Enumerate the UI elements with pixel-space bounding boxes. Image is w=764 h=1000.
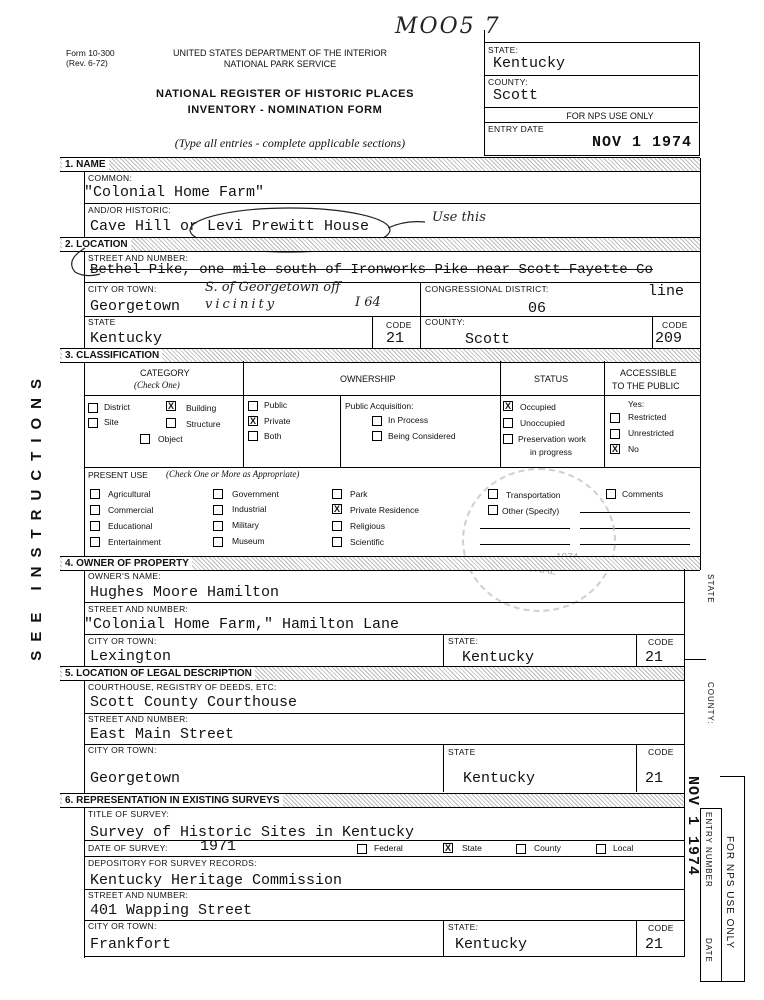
legal-city: Georgetown	[90, 770, 181, 787]
category-header: CATEGORY	[140, 368, 190, 378]
check-one-note: (Check One)	[134, 380, 180, 390]
form-title-2: INVENTORY - NOMINATION FORM	[187, 104, 383, 116]
side-county-label: COUNTY:	[706, 682, 715, 725]
owner-name: Hughes Moore Hamilton	[90, 584, 280, 601]
owner-city: Lexington	[90, 648, 172, 665]
both-label: Both	[264, 431, 282, 441]
depository-street: 401 Wapping Street	[90, 902, 253, 919]
depository-code: 21	[645, 936, 664, 953]
state-box-state: Kentucky	[493, 55, 566, 72]
location-state-label: STATE	[88, 317, 116, 327]
restricted-checkbox[interactable]	[610, 413, 620, 423]
private-residence-checkbox[interactable]: X	[333, 504, 340, 514]
depository-city-label: CITY OR TOWN:	[88, 921, 157, 931]
owner-street-label: STREET AND NUMBER:	[88, 604, 189, 614]
preservation-checkbox[interactable]	[503, 434, 513, 444]
structure-label: Structure	[186, 419, 221, 429]
side-date: DATE	[704, 938, 713, 963]
being-considered-label: Being Considered	[388, 431, 456, 441]
building-checkbox[interactable]: X	[167, 401, 174, 411]
public-checkbox[interactable]	[248, 401, 258, 411]
city-hand-1: S. of Georgetown off	[205, 280, 341, 295]
transportation-label: Transportation	[506, 490, 561, 500]
city-hand-2: vicinity	[205, 297, 278, 312]
government-label: Government	[232, 489, 279, 499]
public-acquisition-label: Public Acquisition:	[345, 401, 414, 411]
state-box-county-label: COUNTY:	[488, 77, 528, 87]
industrial-checkbox[interactable]	[213, 505, 223, 515]
location-county-code-label: CODE	[662, 320, 688, 330]
commercial-label: Commercial	[108, 505, 154, 515]
entertainment-label: Entertainment	[108, 537, 161, 547]
owner-state: Kentucky	[462, 649, 535, 666]
section-2-heading: 2. LOCATION	[62, 238, 131, 251]
side-nps-use-only: FOR NPS USE ONLY	[724, 836, 735, 950]
scientific-checkbox[interactable]	[332, 537, 342, 547]
survey-title-label: TITLE OF SURVEY:	[88, 809, 170, 819]
legal-street: East Main Street	[90, 726, 235, 743]
top-scrawl: MOO5 7	[395, 14, 501, 39]
accessible-header-2: TO THE PUBLIC	[612, 381, 680, 391]
federal-checkbox[interactable]	[357, 844, 367, 854]
public-label: Public	[264, 400, 288, 410]
site-label: Site	[104, 417, 119, 427]
owner-city-label: CITY OR TOWN:	[88, 636, 157, 646]
restricted-label: Restricted	[628, 412, 667, 422]
location-city-label: CITY OR TOWN:	[88, 284, 157, 294]
section-1-heading: 1. NAME	[62, 158, 109, 171]
private-label: Private	[264, 416, 291, 426]
section-6-heading: 6. REPRESENTATION IN EXISTING SURVEYS	[62, 794, 283, 807]
location-hand-arrow	[60, 240, 120, 280]
no-checkbox[interactable]: X	[611, 444, 618, 454]
form-title-1: NATIONAL REGISTER OF HISTORIC PLACES	[155, 88, 415, 100]
legal-code-label: CODE	[648, 747, 674, 757]
agency-line-2: NATIONAL PARK SERVICE	[223, 59, 337, 69]
congressional-district: 06	[528, 300, 547, 317]
city-hand-3: I 64	[355, 295, 381, 310]
historic-name: Cave Hill or Levi Prewitt House	[90, 218, 370, 235]
section-3-heading: 3. CLASSIFICATION	[62, 349, 162, 362]
depository-city: Frankfort	[90, 936, 172, 953]
owner-street: "Colonial Home Farm," Hamilton Lane	[84, 616, 400, 633]
nps-use-only-label: FOR NPS USE ONLY	[566, 111, 654, 121]
courthouse-label: COURTHOUSE, REGISTRY OF DEEDS, ETC:	[88, 682, 277, 692]
entry-date-stamp: NOV 1 1974	[592, 134, 693, 151]
state-survey-label: State	[462, 843, 482, 853]
owner-code: 21	[645, 649, 664, 666]
being-considered-checkbox[interactable]	[372, 431, 382, 441]
present-use-label: PRESENT USE	[88, 470, 148, 480]
location-street-continued: line	[648, 283, 685, 300]
status-header: STATUS	[534, 374, 569, 384]
legal-street-label: STREET AND NUMBER:	[88, 714, 189, 724]
federal-label: Federal	[374, 843, 403, 853]
legal-code: 21	[645, 770, 664, 787]
common-label: COMMON:	[88, 173, 133, 183]
side-state-label: STATE	[706, 574, 715, 604]
religious-checkbox[interactable]	[332, 521, 342, 531]
depository-code-label: CODE	[648, 923, 674, 933]
unrestricted-checkbox[interactable]	[610, 429, 620, 439]
depository-label: DEPOSITORY FOR SURVEY RECORDS:	[88, 858, 257, 868]
occupied-checkbox[interactable]: X	[504, 401, 511, 411]
agricultural-label: Agricultural	[108, 489, 151, 499]
county-survey-checkbox[interactable]	[516, 844, 526, 854]
unoccupied-label: Unoccupied	[520, 418, 565, 428]
occupied-label: Occupied	[520, 402, 556, 412]
side-entry-number: ENTRY NUMBER	[704, 812, 713, 888]
location-county-label: COUNTY:	[425, 317, 465, 327]
section-4-heading: 4. OWNER OF PROPERTY	[62, 557, 192, 570]
survey-title: Survey of Historic Sites in Kentucky	[90, 824, 415, 841]
military-checkbox[interactable]	[213, 521, 223, 531]
location-state-code-label: CODE	[386, 320, 412, 330]
industrial-label: Industrial	[232, 504, 267, 514]
form-number: Form 10-300	[66, 48, 115, 58]
object-label: Object	[158, 434, 183, 444]
owner-state-label: STATE:	[448, 636, 479, 646]
survey-date: 1971	[200, 838, 237, 855]
educational-checkbox[interactable]	[90, 521, 100, 531]
commercial-checkbox[interactable]	[90, 505, 100, 515]
received-stamp	[462, 468, 616, 612]
type-instructions: (Type all entries - complete applicable sections)	[174, 136, 406, 150]
in-process-checkbox[interactable]	[372, 416, 382, 426]
legal-state-label: STATE	[448, 747, 476, 757]
educational-label: Educational	[108, 521, 153, 531]
religious-label: Religious	[350, 521, 385, 531]
no-label: No	[628, 444, 639, 454]
survey-date-label: DATE OF SURVEY:	[88, 843, 168, 853]
both-checkbox[interactable]	[248, 431, 258, 441]
in-process-label: In Process	[388, 415, 429, 425]
museum-checkbox[interactable]	[213, 537, 223, 547]
state-box-county: Scott	[493, 87, 539, 104]
site-checkbox[interactable]	[88, 418, 98, 428]
yes-label: Yes:	[628, 399, 645, 409]
entry-date-label: ENTRY DATE	[488, 124, 544, 134]
state-box-state-label: STATE:	[488, 45, 519, 55]
state-survey-checkbox[interactable]: X	[444, 843, 451, 853]
district-label: District	[104, 402, 130, 412]
depository: Kentucky Heritage Commission	[90, 872, 343, 889]
owner-code-label: CODE	[648, 637, 674, 647]
local-survey-checkbox[interactable]	[596, 844, 606, 854]
location-county: Scott	[465, 331, 511, 348]
agricultural-checkbox[interactable]	[90, 489, 100, 499]
depository-state-label: STATE:	[448, 922, 479, 932]
other-label: Other (Specify)	[502, 506, 560, 516]
unoccupied-checkbox[interactable]	[503, 418, 513, 428]
district-checkbox[interactable]	[88, 403, 98, 413]
entertainment-checkbox[interactable]	[90, 537, 100, 547]
building-label: Building	[186, 403, 217, 413]
legal-city-label: CITY OR TOWN:	[88, 745, 157, 755]
location-county-code: 209	[655, 330, 683, 347]
see-instructions-side: SEE INSTRUCTIONS	[28, 370, 45, 661]
courthouse: Scott County Courthouse	[90, 694, 298, 711]
use-this-annotation: Use this	[432, 210, 486, 225]
private-residence-label: Private Residence	[350, 505, 419, 515]
private-checkbox[interactable]: X	[249, 416, 256, 426]
ownership-header: OWNERSHIP	[340, 374, 396, 384]
unrestricted-label: Unrestricted	[628, 428, 674, 438]
comments-checkbox[interactable]	[606, 489, 616, 499]
owner-name-label: OWNER'S NAME:	[88, 571, 162, 581]
in-progress-label: in progress	[530, 447, 573, 457]
agency-line-1: UNITED STATES DEPARTMENT OF THE INTERIOR	[172, 48, 388, 58]
location-city: Georgetown	[90, 298, 181, 315]
park-label: Park	[350, 489, 368, 499]
local-survey-label: Local	[613, 843, 634, 853]
location-state-code: 21	[386, 330, 405, 347]
museum-label: Museum	[232, 536, 265, 546]
scientific-label: Scientific	[350, 537, 385, 547]
common-name: "Colonial Home Farm"	[84, 184, 265, 201]
side-received-stamp: NOV 1 1974	[684, 776, 701, 877]
present-use-note: (Check One or More as Appropriate)	[166, 469, 300, 479]
government-checkbox[interactable]	[213, 489, 223, 499]
county-survey-label: County	[534, 843, 561, 853]
park-checkbox[interactable]	[332, 489, 342, 499]
form-revision: (Rev. 6-72)	[66, 58, 108, 68]
object-checkbox[interactable]	[140, 434, 150, 444]
section-5-heading: 5. LOCATION OF LEGAL DESCRIPTION	[62, 667, 255, 680]
preservation-label: Preservation work	[518, 434, 587, 444]
structure-checkbox[interactable]	[166, 418, 176, 428]
depository-street-label: STREET AND NUMBER:	[88, 890, 189, 900]
location-street: Bethel Pike, one mile south of Ironworks Pike near Scott-Fayette Co	[90, 262, 653, 278]
location-street-label: STREET AND NUMBER:	[88, 253, 189, 263]
legal-state: Kentucky	[463, 770, 536, 787]
military-label: Military	[232, 520, 259, 530]
historic-label: AND/OR HISTORIC:	[88, 205, 172, 215]
location-state: Kentucky	[90, 330, 163, 347]
accessible-header-1: ACCESSIBLE	[620, 368, 677, 378]
comments-label: Comments	[622, 489, 664, 499]
congressional-district-label: CONGRESSIONAL DISTRICT:	[425, 284, 549, 294]
depository-state: Kentucky	[455, 936, 528, 953]
